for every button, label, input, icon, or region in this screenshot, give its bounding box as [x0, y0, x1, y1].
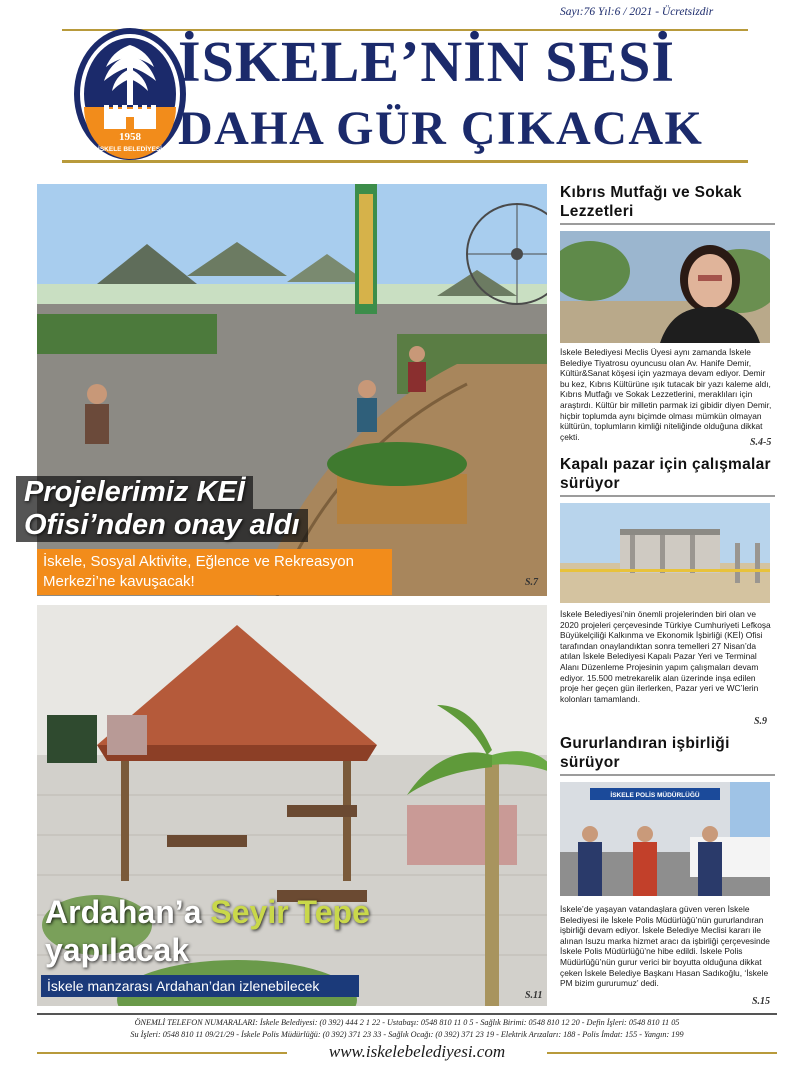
sidebar-story-body: İskele’de yaşayan vatandaşlara güven veren İskele Belediyesi ile İskele Polis Müdürlüğü’nün gururlandıran işbirliği devam ediyor. İskele Belediye Meclisi kararı ile alınan Isuzu marka hizmet aracı da işbirliği çerçevesinde İskele Polis Müdürlüğü’ne hibe edildi. İskele Polis Müdürlüğü’nün gurur verici bir boyutta olduğuna dikkat çeken İskele Belediye Başkanı Hasan Sadıkoğlu, ‘İskele PM bizim gururumuz’ dedi. — [560, 904, 770, 989]
masthead-title-line2: DAHA GÜR ÇIKACAK — [178, 102, 704, 155]
masthead-title-line1: İSKELE’NİN SESİ — [178, 29, 675, 94]
lead2-headline-accent: Seyir Tepe — [210, 894, 370, 930]
sidebar-story-body: İskele Belediyesi Meclis Üyesi aynı zamanda İskele Belediye Tiyatrosu oyuncusu olan Av. Hanife Demir, Kültür&Sanat köşesi için yazmaya devam ediyor. Demir bu kez, Kıbrıs Kültürüne ışık tutacak bir yazı kaleme aldı, Kıbrıs Mutfağı ve Sokak Lezzetlerini, meraklıları için araştırdı. Kültür bir milletin parmak izi gibidir diyen Demir, hiçbir toplumda aynı biçimde olması mümkün olmayan kültürün, toplumların kimliği niteliğinde olduğuna dikkat çekti. — [560, 347, 772, 442]
sidebar-divider — [560, 223, 775, 225]
sidebar-story-title: Kapalı pazar için çalışmalar sürüyor — [560, 456, 771, 492]
lead1-page-ref: S.7 — [525, 577, 539, 588]
police-handover-photo — [560, 782, 770, 896]
lead1-headline-line2: Ofisi’nden onay aldı — [16, 509, 308, 542]
portrait-photo — [560, 231, 770, 343]
sidebar-divider — [560, 495, 775, 497]
lead2-deck: İskele manzarası Ardahan’dan izlenebilecek — [41, 975, 359, 997]
masthead-bottom-rule — [62, 160, 748, 163]
sidebar-page-ref-1: S.4-5 — [750, 437, 772, 448]
lead1-deck: İskele, Sosyal Aktivite, Eğlence ve Rekreasyon Merkezi’ne kavuşacak! — [37, 549, 392, 595]
police-sign-text: İSKELE POLİS MÜDÜRLÜĞÜ — [610, 792, 700, 799]
sidebar-story-market — [560, 455, 775, 704]
lead2-page-ref: S.11 — [525, 990, 543, 1001]
sidebar-story-title: Kıbrıs Mutfağı ve Sokak Lezzetleri — [560, 184, 742, 220]
sidebar-story-title: Gururlandıran işbirliği sürüyor — [560, 735, 730, 771]
sidebar-story-cuisine — [560, 183, 775, 442]
footer-website-band — [37, 1042, 777, 1064]
construction-photo — [560, 503, 770, 603]
logo-year: 1958 — [119, 131, 141, 143]
lead2-headline-part1: Ardahan’a — [45, 894, 211, 930]
logo-text: İSKELE BELEDİYESİ — [98, 146, 162, 153]
municipality-logo — [70, 25, 190, 163]
important-phones-line1: ÖNEMLİ TELEFON NUMARALARI: İskele Belediyesi: (0 392) 444 2 1 22 - Ustabaşı: 0548 810 11 0 5 - Sağlık Birimi: 0548 810 12 20 - Defin İşleri: 0548 810 11 05 — [134, 1018, 680, 1027]
sidebar-divider — [560, 774, 775, 776]
footer-rule — [37, 1013, 777, 1015]
website-url[interactable]: www.iskelebelediyesi.com — [328, 1042, 506, 1061]
important-phones-line2: Su İşleri: 0548 810 11 09/21/29 - İskele Polis Müdürlüğü: (0 392) 371 23 33 - Sağlık Ocağı: (0 392) 371 23 19 - Elektrik Arızaları: 188 - Polis İmdat: 155 - Yangın: 199 — [130, 1030, 684, 1039]
lead2-headline-line2: yapılacak — [45, 932, 190, 968]
footer-gold-rule-left — [37, 1052, 287, 1054]
footer-gold-rule-right — [547, 1052, 777, 1054]
lead1-headline — [16, 476, 308, 542]
sidebar-page-ref-3: S.15 — [752, 996, 771, 1007]
lead1-headline-line1: Projelerimiz KEİ — [16, 476, 253, 509]
sidebar-story-body: İskele Belediyesi’nin önemli projelerinden biri olan ve 2020 projeleri çerçevesinde Türkiye Cumhuriyeti Lefkoşa Büyükelçiliği Kalkınma ve Ekonomik İşbirliği (KEİ) Ofisi tarafından onaylandıktan sonra temelleri 27 Nisan’da atılan İskele Belediyesi Kapalı Pazar Yeri ve Terminal Alanı Düzenleme Projesinin yapım çalışmaları devam ediyor. 15.500 metrekarelik alan üzerinde inşa edilen proje her geçen gün ilerlerken, Pazar yeri ve WC’lerin kolonları tamamlandı. — [560, 609, 771, 704]
issue-line: Sayı:76 Yıl:6 / 2021 - Ücretsizdir — [560, 6, 714, 18]
sidebar-story-police — [560, 734, 775, 989]
sidebar-page-ref-2: S.9 — [754, 716, 768, 727]
lead2-headline — [45, 893, 370, 969]
